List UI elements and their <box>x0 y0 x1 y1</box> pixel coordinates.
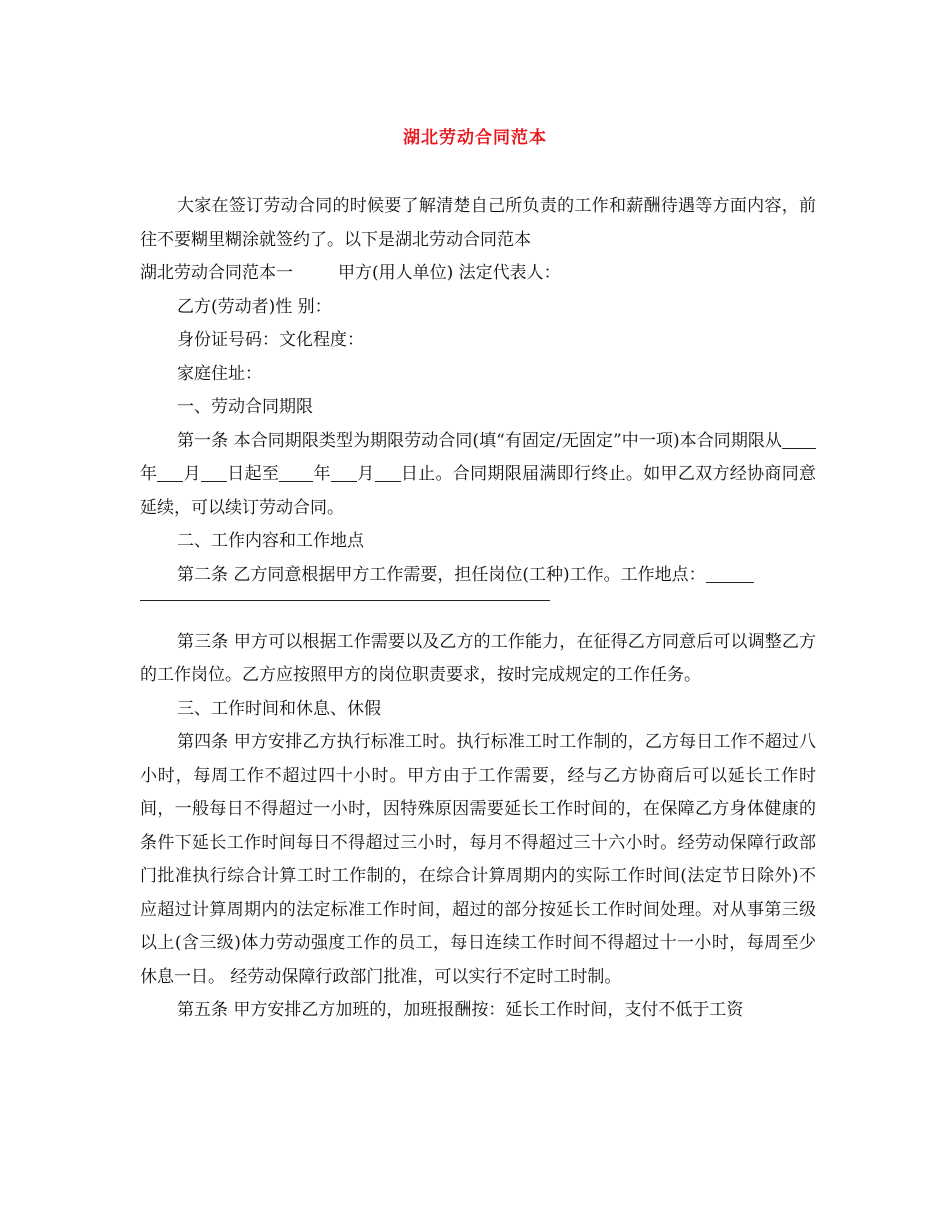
blank-field <box>279 463 313 482</box>
section-heading-1: 一、劳动合同期限 <box>177 397 313 417</box>
blank-field <box>706 564 754 583</box>
blank-field <box>201 463 227 482</box>
blank-field <box>157 463 183 482</box>
blank-field <box>782 430 816 449</box>
blank-line <box>140 592 816 626</box>
article-1: 第一条 本合同期限类型为期限劳动合同(填“有固定/无固定”中一项)本合同期限从年 月 日起至 年 月 日止。合同期限届满即行终止。如甲乙双方经协商同意延续，可以续订劳动合同。 <box>140 430 817 518</box>
article-5: 第五条 甲方安排乙方加班的，加班报酬按：延长工作时间，支付不低于工资 <box>177 1000 744 1020</box>
address-line: 家庭住址： <box>177 363 262 384</box>
id-line: 身份证号码：文化程度： <box>177 330 364 350</box>
article-3: 第三条 甲方可以根据工作需要以及乙方的工作能力，在征得乙方同意后可以调整乙方的工作岗位。乙方应按照甲方的岗位职责要求，按时完成规定的工作任务。 <box>140 631 816 685</box>
sample-label: 湖北劳动合同范本一 <box>140 263 293 283</box>
document-title: 湖北劳动合同范本 <box>403 128 547 148</box>
section-heading-3: 三、工作时间和休息、休假 <box>177 698 381 719</box>
document-body <box>140 190 816 1028</box>
section-heading-2: 二、工作内容和工作地点 <box>177 531 364 551</box>
sample-party-a-line <box>140 257 816 291</box>
blank-field <box>375 463 401 482</box>
party-b-line: 乙方(劳动者)性 别： <box>177 296 332 317</box>
article-2: 第二条 乙方同意根据甲方工作需要，担任岗位(工种)工作。工作地点： <box>140 559 816 593</box>
article-4: 第四条 甲方安排乙方执行标准工时。执行标准工时工作制的，乙方每日工作不超过八小时，每周工作不超过四十小时。甲方由于工作需要，经与乙方协商后可以延长工作时间，一般每日不得超过一小时，因特殊原因需要延长工作时间的，在保障乙方身体健康的条件下延长工作时间每日不得超过三小时，每月不得超过三十六小时。经劳动保障行政部门批准执行综合计算工时工作制的，在综合计算周期内的实际工作时间(法定节日除外)不应超过计算周期内的法定标准工作时间，超过的部分按延长工作时间处理。对从事第三级以上(含三级)体力劳动强度工作的员工，每日连续工作时间不得超过十一小时，每周至少休息一日。 经劳动保障行政部门批准，可以实行不定时工时制。 <box>140 732 816 987</box>
blank-field <box>331 463 357 482</box>
intro-paragraph: 大家在签订劳动合同的时候要了解清楚自己所负责的工作和薪酬待遇等方面内容，前往不要糊里糊涂就签约了。以下是湖北劳动合同范本 <box>140 196 816 250</box>
party-a-label: 甲方(用人单位) 法定代表人： <box>338 263 561 283</box>
